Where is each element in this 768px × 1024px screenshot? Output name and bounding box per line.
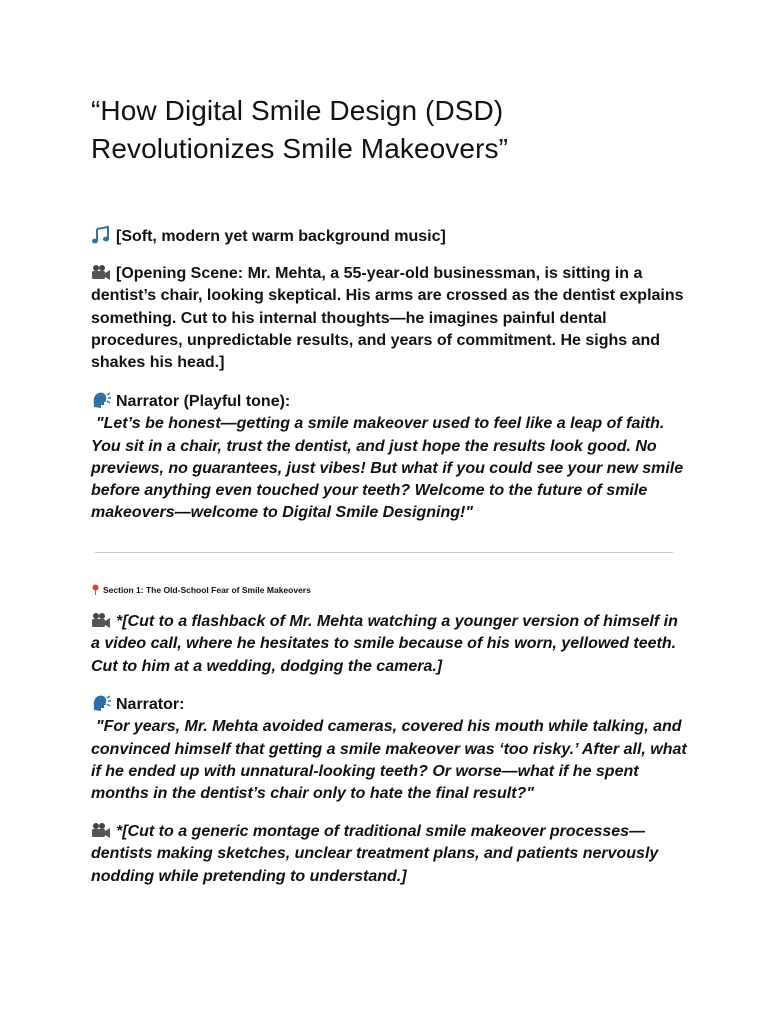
round-pushpin-icon: [91, 584, 100, 595]
narrator-1: [91, 390, 691, 525]
scene-3: [91, 820, 691, 888]
section-divider: [95, 552, 673, 553]
movie-camera-icon: [91, 820, 111, 840]
opening-scene: [91, 262, 691, 374]
movie-camera-icon: [91, 262, 111, 282]
music-cue: [91, 225, 691, 248]
music-cue-text: [Soft, modern yet warm background music]: [116, 228, 446, 245]
speaking-head-icon: [91, 693, 111, 713]
opening-scene-text: [Opening Scene: Mr. Mehta, a 55-year-old businessman, is sitting in a dentist’s chair, looking skeptical. His arms are crossed as the dentist explains something. Cut to his internal thoughts—he imagines painful dental procedures, unpredictable results, and years of commitment. He sighs and shakes his head.]: [91, 265, 684, 372]
section-1-heading-text: Section 1: The Old-School Fear of Smile Makeovers: [103, 585, 311, 595]
narrator-1-label: Narrator (Playful tone):: [116, 393, 291, 410]
document-title: “How Digital Smile Design (DSD) Revolutionizes Smile Makeovers”: [91, 95, 509, 164]
musical-note-icon: [91, 225, 111, 245]
scene-3-text: *[Cut to a generic montage of traditional smile makeover processes—dentists making sketches, unclear treatment plans, and patients nervously nodding while pretending to understand.]: [91, 823, 659, 885]
narrator-2-quote: "For years, Mr. Mehta avoided cameras, covered his mouth while talking, and convinced himself that getting a smile makeover was ‘too risky.’ After all, what if he ended up with unnatural-looking teeth? Or worse—what if he spent months in the dentist’s chair only to hate the final result?": [91, 718, 687, 803]
scene-2-text: *[Cut to a flashback of Mr. Mehta watching a younger version of himself in a video call, where he hesitates to smile because of his worn, yellowed teeth. Cut to him at a wedding, dodging the camera.]: [91, 613, 678, 675]
section-1-heading: [91, 584, 311, 596]
movie-camera-icon: [91, 610, 111, 630]
narrator-1-quote: "Let’s be honest—getting a smile makeover used to feel like a leap of faith. You sit in a chair, trust the dentist, and just hope the results look good. No previews, no guarantees, just vibes! But what if you could see your new smile before anything even touched your teeth? Welcome to the future of smile makeovers—welcome to Digital Smile Designing!": [91, 415, 684, 522]
speaking-head-icon: [91, 390, 111, 410]
narrator-2-label: Narrator:: [116, 696, 185, 713]
scene-2: [91, 610, 691, 678]
narrator-2: [91, 693, 691, 805]
